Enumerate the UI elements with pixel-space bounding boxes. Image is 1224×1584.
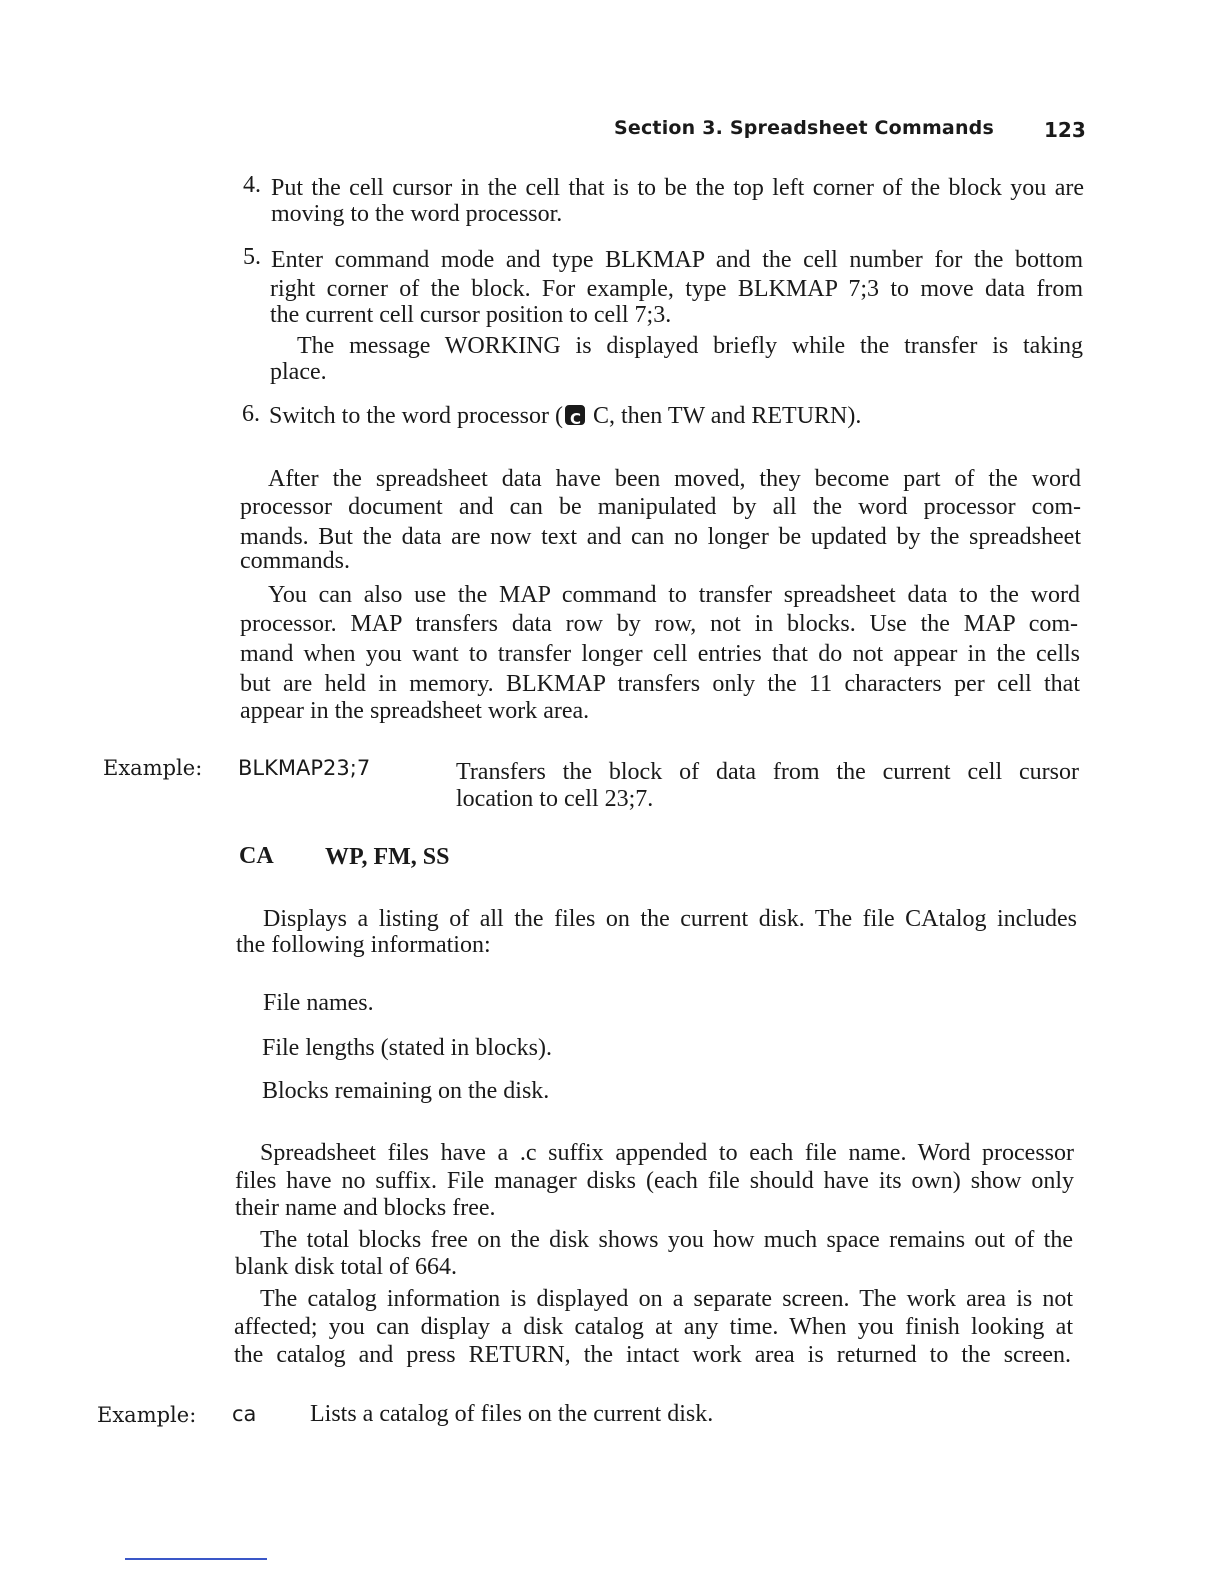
step-note-line: The message WORKING is displayed briefly while the transfer is taking: [297, 333, 1083, 359]
paragraph-line: the following information:: [236, 932, 491, 958]
step-line: Put the cell cursor in the cell that is to be the top left corner of the block you are: [271, 175, 1084, 201]
paragraph-line: mand when you want to transfer longer cell entries that do not appear in the cells: [240, 641, 1080, 667]
step-line: right corner of the block. For example, type BLKMAP 7;3 to move data from: [270, 276, 1083, 302]
example-description: Lists a catalog of files on the current disk.: [310, 1401, 714, 1427]
paragraph-line: appear in the spreadsheet work area.: [240, 698, 590, 724]
footer-rule: [125, 1558, 267, 1560]
paragraph-line: The catalog information is displayed on a separate screen. The work area is not: [260, 1286, 1073, 1312]
paragraph-line: mands. But the data are now text and can no longer be updated by the spreadsheet: [240, 524, 1081, 550]
example-label: Example:: [97, 1403, 197, 1427]
paragraph-line: You can also use the MAP command to transfer spreadsheet data to the word: [268, 582, 1080, 608]
step-line: the current cell cursor position to cell 7;3.: [270, 302, 672, 328]
paragraph-line: files have no suffix. File manager disks (each file should have its own) show only: [235, 1168, 1074, 1194]
paragraph-line: blank disk total of 664.: [235, 1254, 457, 1280]
step-note-line: place.: [270, 359, 327, 385]
step-text-after: C, then TW and RETURN).: [586, 403, 862, 429]
paragraph-line: commands.: [240, 548, 350, 574]
command-name: CA: [239, 843, 274, 869]
step-line: [269, 402, 861, 431]
command-modes: WP, FM, SS: [325, 844, 450, 870]
list-item: File lengths (stated in blocks).: [262, 1035, 552, 1061]
paragraph-line: Spreadsheet files have a .c suffix appended to each file name. Word processor: [260, 1140, 1074, 1166]
step-line: Enter command mode and type BLKMAP and the cell number for the bottom: [271, 247, 1083, 273]
paragraph-line: processor. MAP transfers data row by row, not in blocks. Use the MAP com-: [240, 611, 1078, 637]
paragraph-line: The total blocks free on the disk shows you how much space remains out of the: [260, 1227, 1073, 1253]
example-code: BLKMAP23;7: [238, 756, 371, 780]
page-number: 123: [1044, 118, 1086, 142]
example-description-line: Transfers the block of data from the current cell cursor: [456, 759, 1079, 785]
paragraph-line: Displays a listing of all the files on the current disk. The file CAtalog includes: [263, 906, 1077, 932]
paragraph-line: but are held in memory. BLKMAP transfers only the 11 characters per cell that: [240, 671, 1080, 697]
paragraph-line: the catalog and press RETURN, the intact work area is returned to the screen.: [234, 1342, 1071, 1368]
step-line: moving to the word processor.: [271, 201, 563, 227]
step-number: 6.: [242, 401, 260, 427]
step-number: 4.: [243, 172, 261, 198]
section-title: Section 3. Spreadsheet Commands: [614, 117, 994, 139]
paragraph-line: processor document and can be manipulated by all the word processor com-: [240, 494, 1081, 520]
paragraph-line: After the spreadsheet data have been moved, they become part of the word: [268, 466, 1081, 492]
example-description-line: location to cell 23;7.: [456, 786, 654, 812]
commodore-key-icon: [565, 405, 585, 425]
list-item: File names.: [263, 990, 374, 1016]
paragraph-line: their name and blocks free.: [235, 1195, 496, 1221]
step-number: 5.: [243, 244, 261, 270]
list-item: Blocks remaining on the disk.: [262, 1078, 550, 1104]
example-code: ca: [232, 1402, 257, 1426]
step-text-before: Switch to the word processor (: [269, 403, 563, 429]
paragraph-line: affected; you can display a disk catalog at any time. When you finish looking at: [234, 1314, 1073, 1340]
example-label: Example:: [103, 756, 203, 780]
